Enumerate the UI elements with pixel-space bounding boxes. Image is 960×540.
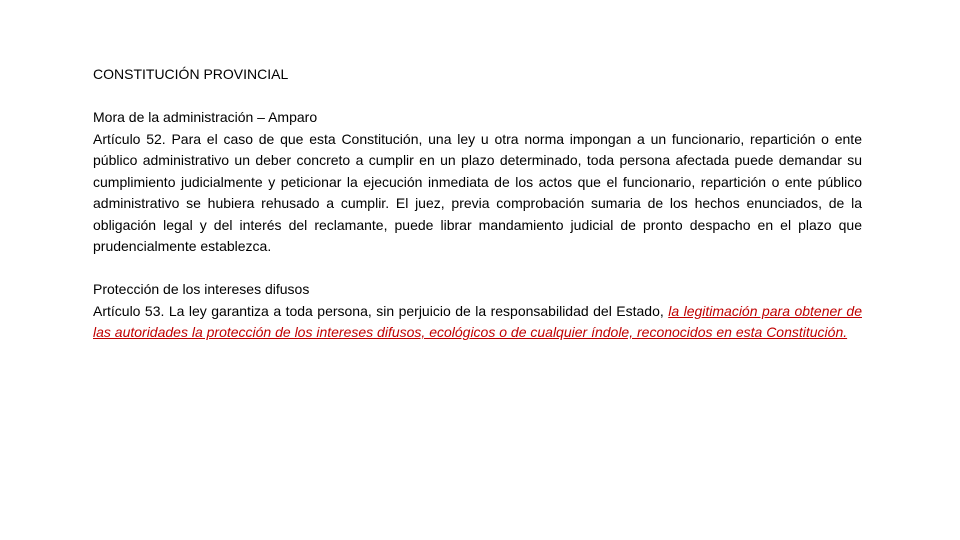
article-text: Para el caso de que esta Constitución, una ley u otra norma impongan a un funcionario, repartición o ente público administrativo un deber concreto a cumplir en un plazo determinado, toda persona afectada puede demandar su cumplimiento judicialmente y peticionar la ejecución inmediata de los actos que el funcionario, repartición o ente público administrativo se hubiera rehusado a cumplir. El juez, previa comprobación sumaria de los hechos enunciados, de la obligación legal y del interés del reclamante, puede librar mandamiento judicial de pronto despacho en el plazo que prudencialmente establezca. <box>93 130 862 254</box>
article-53-paragraph <box>93 301 862 344</box>
article-label: Artículo 52. <box>93 130 166 147</box>
section-amparo <box>93 107 862 258</box>
section-heading: Protección de los intereses difusos <box>93 281 310 297</box>
emphasized-text: la legitimación para obtener de las autoridades la protección de los intereses difusos, ecológicos o de cualquier índole, reconocidos en esta Constitución. <box>93 302 862 340</box>
section-intereses-difusos <box>93 279 862 344</box>
document-title: CONSTITUCIÓN PROVINCIAL <box>93 66 289 82</box>
section-heading: Mora de la administración – Amparo <box>93 109 318 125</box>
article-52-paragraph <box>93 129 862 258</box>
document-body <box>93 64 862 344</box>
article-text: La ley garantiza a toda persona, sin perjuicio de la responsabilidad del Estado, <box>164 302 669 319</box>
article-label: Artículo 53. <box>93 302 165 319</box>
